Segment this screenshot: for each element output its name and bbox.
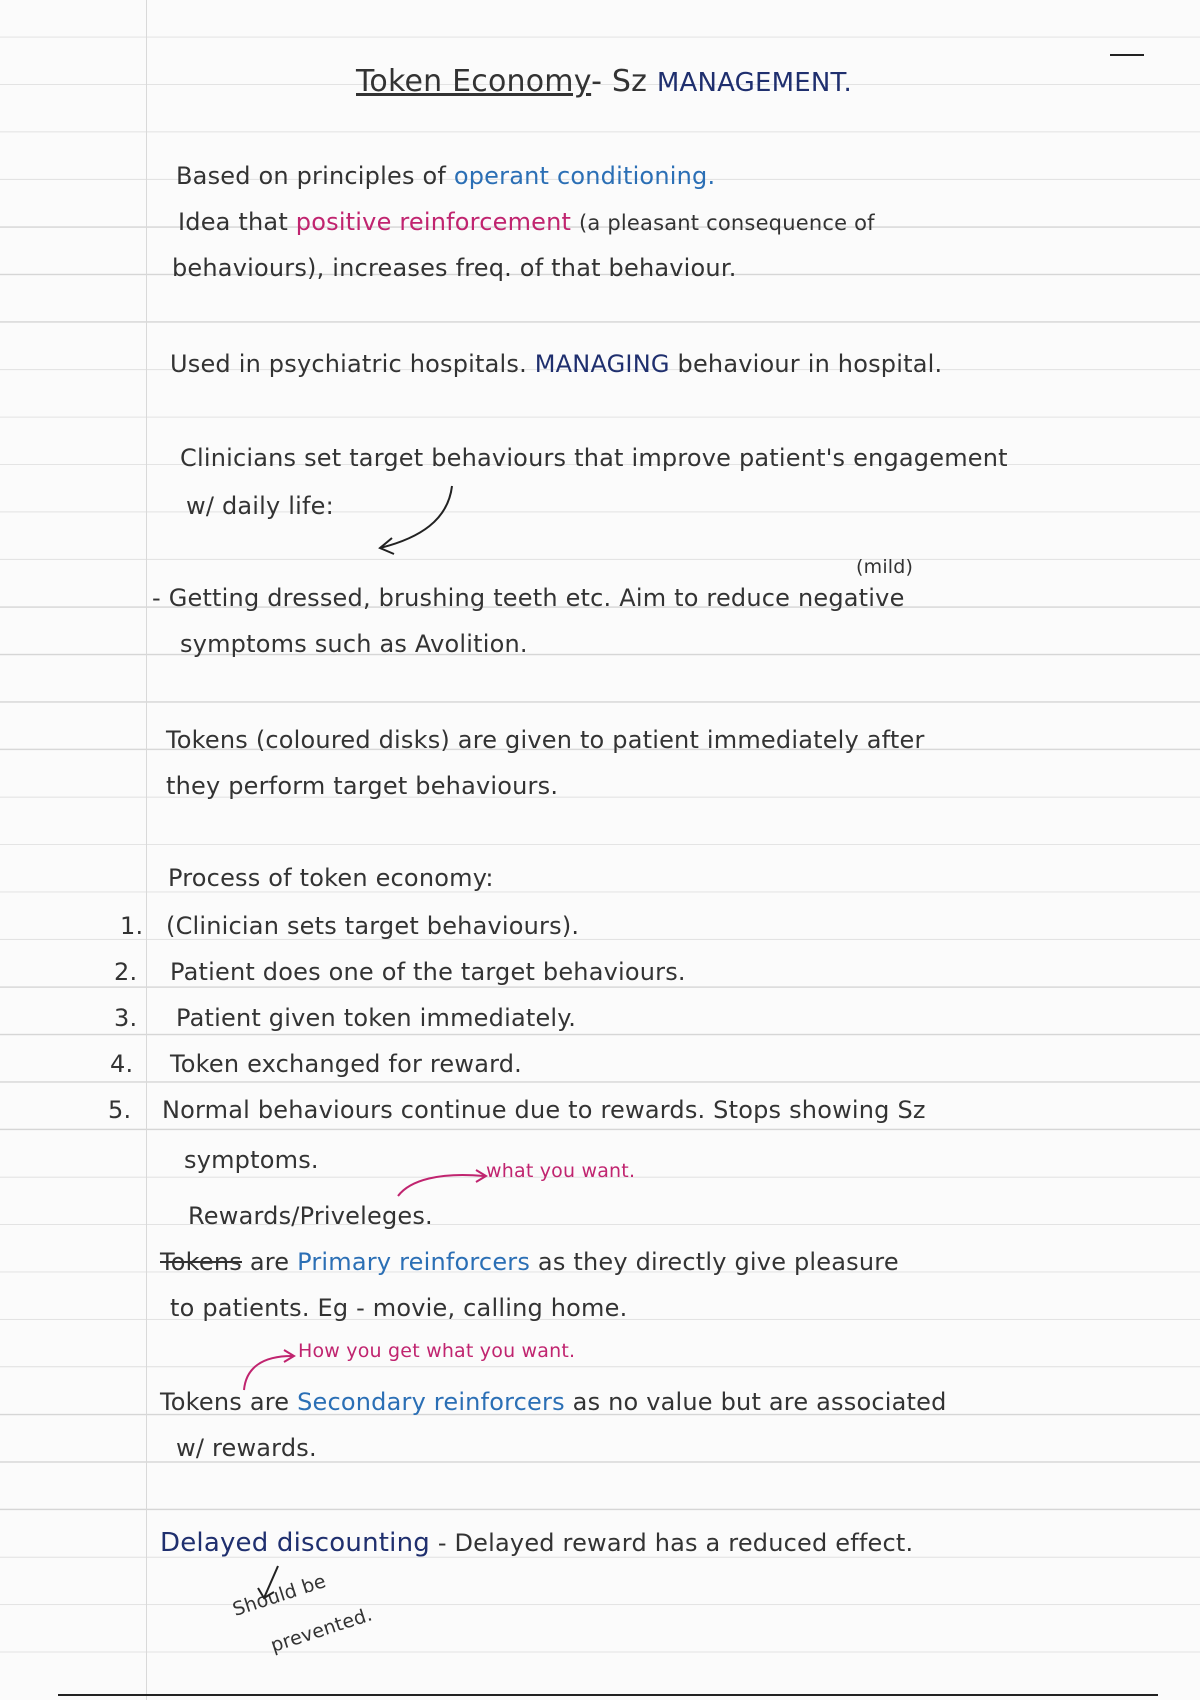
prevented-note: prevented. [268,1603,376,1657]
struck-word: Tokens [160,1248,242,1276]
title-separator: - Sz [591,64,648,99]
step-number: 5. [108,1096,132,1124]
should-be-note: Should be [230,1570,329,1621]
primary-text: are [249,1248,290,1276]
examples-line-1: - Getting dressed, brushing teeth etc. Aim to reduce negative [152,584,905,612]
intro-line-3: behaviours), increases freq. of that behaviour. [172,254,737,282]
step-5-continuation: symptoms. [184,1146,319,1174]
delayed-definition: - Delayed reward has a reduced effect. [437,1529,914,1557]
term-managing: MANAGING [534,350,670,378]
primary-line-2: to patients. Eg - movie, calling home. [170,1294,628,1322]
tokens-line-2: they perform target behaviours. [166,772,559,800]
what-you-want-note: what you want. [486,1160,636,1182]
step-text: Patient does one of the target behaviours. [170,958,686,986]
step-number: 1. [120,912,144,940]
clinicians-line-1: Clinicians set target behaviours that improve patient's engagement [180,444,1008,472]
step-text: Token exchanged for reward. [170,1050,523,1078]
intro-text: Based on principles of [176,162,447,190]
usage-text: Used in psychiatric hospitals. [170,350,527,378]
secondary-text: as no value but are associated [572,1388,947,1416]
how-you-get-note: How you get what you want. [298,1340,576,1362]
usage-text: behaviour in hospital. [677,350,943,378]
term-delayed-discounting: Delayed discounting [160,1528,430,1558]
step-text: Normal behaviours continue due to rewards. Stops showing Sz [162,1096,926,1124]
intro-text: (a pleasant consequence of [579,211,875,235]
intro-text: Idea that [178,208,288,236]
step-number: 4. [110,1050,134,1078]
examples-line-2: symptoms such as Avolition. [180,630,528,658]
term-secondary-reinforcers: Secondary reinforcers [297,1388,565,1416]
step-text: (Clinician sets target behaviours). [166,912,580,940]
secondary-text: Tokens are [160,1388,290,1416]
step-text: Patient given token immediately. [176,1004,577,1032]
step-number: 2. [114,958,138,986]
what-you-want-arrow [398,1175,484,1196]
mild-annotation: (mild) [856,556,914,578]
primary-text: as they directly give pleasure [537,1248,899,1276]
title-management: MANAGEMENT. [656,68,852,98]
term-operant-conditioning: operant conditioning. [453,162,716,190]
rewards-label: Rewards/Priveleges. [188,1202,433,1230]
term-primary-reinforcers: Primary reinforcers [297,1248,531,1276]
title-main: Token Economy [356,64,592,99]
process-heading: Process of token economy: [168,864,494,892]
clinicians-line-2: w/ daily life: [186,492,334,520]
secondary-line-2: w/ rewards. [176,1434,317,1462]
tokens-line-1: Tokens (coloured disks) are given to patient immediately after [166,726,925,754]
step-number: 3. [114,1004,138,1032]
term-positive-reinforcement: positive reinforcement [295,208,572,236]
